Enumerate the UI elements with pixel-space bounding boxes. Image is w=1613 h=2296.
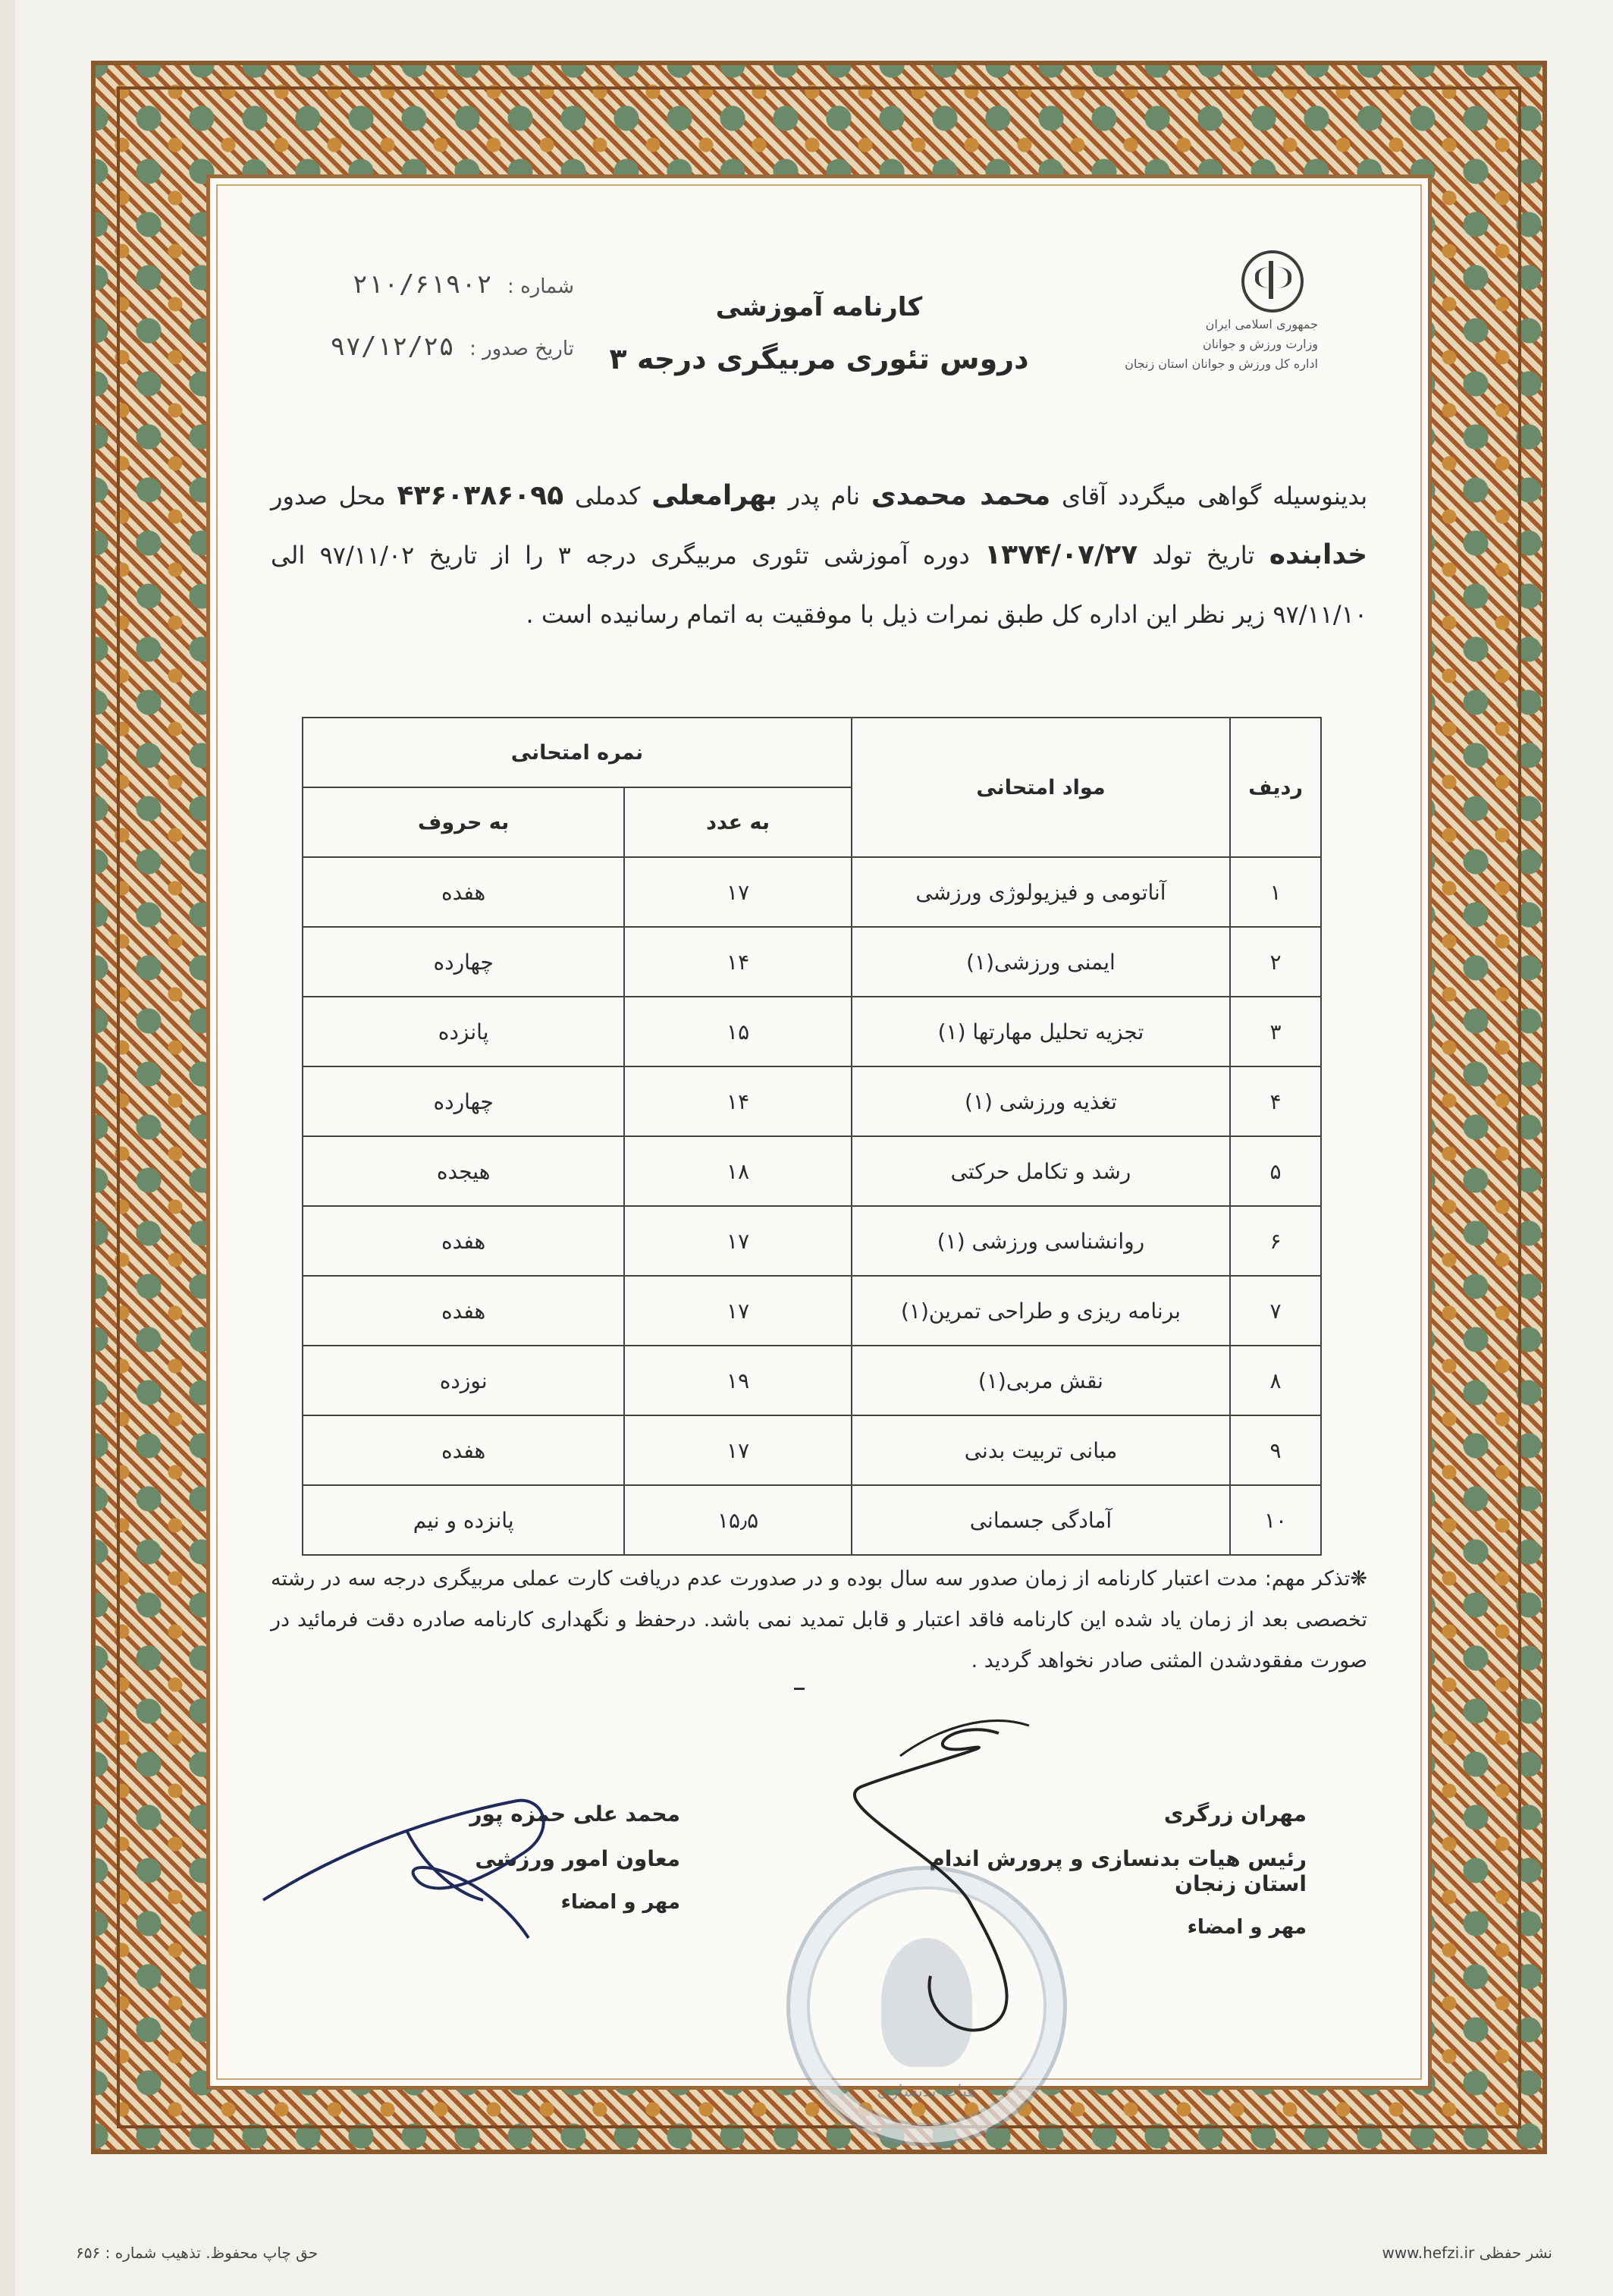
emblem-line-2: وزارت ورزش و جوانان [1202, 337, 1318, 351]
signature-right-scribble [574, 1703, 1044, 2052]
signer-right-name: مهران زرگری [1163, 1801, 1307, 1826]
grade-words-cell: نوزده [303, 1346, 624, 1415]
emblem-line-3: اداره کل ورزش و جوانان استان زنجان [1125, 356, 1318, 371]
certificate-body [206, 174, 1432, 2101]
row-number-cell: ۸ [1230, 1346, 1321, 1415]
subject-cell: آناتومی و فیزیولوژی ورزشی [852, 857, 1230, 927]
grade-words-cell: پانزده و نیم [303, 1485, 624, 1555]
text-part-5: تاریخ تولد [1152, 541, 1255, 570]
header-subject: مواد امتحانی [852, 718, 1230, 857]
row-number-cell: ۱ [1230, 857, 1321, 927]
issue-place: خدابنده [1269, 539, 1368, 570]
row-number-cell: ۶ [1230, 1206, 1321, 1276]
row-number-cell: ۳ [1230, 997, 1321, 1066]
subject-cell: آمادگی جسمانی [852, 1485, 1230, 1555]
separator-dash [794, 1688, 805, 1690]
date-label: تاریخ صدور : [469, 338, 574, 360]
grade-number-cell: ۱۷ [624, 1206, 852, 1276]
table-row [303, 1206, 1321, 1276]
grade-words-cell: هفده [303, 857, 624, 927]
grade-number-cell: ۱۴ [624, 927, 852, 997]
row-number-cell: ۱۰ [1230, 1485, 1321, 1555]
stamp-text: هیات بدنسازی [877, 2082, 977, 2101]
subject-cell: روانشناسی ورزشی (۱) [852, 1206, 1230, 1276]
page-footer [15, 2244, 1613, 2274]
row-number-cell: ۷ [1230, 1276, 1321, 1346]
header-grade: نمره امتحانی [303, 718, 852, 787]
national-id: ۴۳۶۰۳۸۶۰۹۵ [397, 480, 564, 511]
father-name: بهرامعلی [651, 480, 777, 511]
date-row [256, 331, 574, 362]
subject-cell: نقش مربی(۱) [852, 1346, 1230, 1415]
subject-cell: ایمنی ورزشی(۱) [852, 927, 1230, 997]
grade-number-cell: ۱۵ [624, 997, 852, 1066]
footer-publisher: www.hefzi.ir نشر حفظی [1382, 2244, 1552, 2262]
text-part-2: نام پدر [788, 482, 861, 510]
grade-words-cell: چهارده [303, 927, 624, 997]
text-part-1: بدینوسیله گواهی میگردد آقای [1062, 482, 1368, 510]
subject-cell: تجزیه تحلیل مهارتها (۱) [852, 997, 1230, 1066]
table-row [303, 857, 1321, 927]
header-row-number: ردیف [1230, 718, 1321, 857]
grade-words-cell: هفده [303, 1415, 624, 1485]
grade-number-cell: ۱۷ [624, 1276, 852, 1346]
footer-copyright: حق چاپ محفوظ. تذهیب شماره : ۶۵۶ [76, 2244, 319, 2262]
grade-words-cell: چهارده [303, 1066, 624, 1136]
certificate-paragraph [271, 466, 1367, 644]
text-part-3: کدملی [574, 482, 641, 510]
grade-words-cell: هفده [303, 1206, 624, 1276]
text-part-4: محل صدور [271, 482, 386, 510]
row-number-cell: ۲ [1230, 927, 1321, 997]
row-number-cell: ۵ [1230, 1136, 1321, 1206]
signer-right-role: رئیس هیات بدنسازی و پرورش اندام استان زنجان [929, 1846, 1307, 1896]
grade-words-cell: هیجده [303, 1136, 624, 1206]
subject-cell: رشد و تکامل حرکتی [852, 1136, 1230, 1206]
date-value: ۹۷/۱۲/۲۵ [330, 331, 454, 362]
subject-cell: برنامه ریزی و طراحی تمرین(۱) [852, 1276, 1230, 1346]
number-row [256, 269, 574, 300]
grade-number-cell: ۱۷ [624, 1415, 852, 1485]
text-part-6: دوره آموزشی تئوری مربیگری درجه ۳ را از تاریخ ۹۷/۱۱/۰۲ الی ۹۷/۱۱/۱۰ زیر نظر این اداره کل طبق نمرات ذیل با موفقیت به اتمام رسانیده است . [271, 541, 1367, 629]
holder-name: محمد محمدی [871, 480, 1051, 511]
important-note: ❋تذکر مهم: مدت اعتبار کارنامه از زمان صدور سه سال بوده و در صدورت عدم دریافت کارت عملی مربیگری درجه سه در رشته تخصصی بعد از زمان یاد شده این کارنامه فاقد اعتبار و قابل تمدید نمی باشد. درحفظ و نگهداری کارنامه صادره دقت فرمائید در صورت مفقودشدن المثنی صادر نخواهد گردید . [271, 1567, 1367, 1673]
birth-date: ۱۳۷۴/۰۷/۲۷ [984, 539, 1138, 570]
grade-number-cell: ۱۵٫۵ [624, 1485, 852, 1555]
header-grade-number: به عدد [624, 787, 852, 857]
table-row [303, 927, 1321, 997]
signer-left-name: محمد علی حمزه پور [469, 1801, 680, 1826]
number-label: شماره : [507, 275, 574, 298]
signer-left-role: معاون امور ورزشی [475, 1846, 680, 1871]
emblem-line-1: جمهوری اسلامی ایران [1205, 317, 1318, 331]
row-number-cell: ۴ [1230, 1066, 1321, 1136]
table-row [303, 1346, 1321, 1415]
grade-number-cell: ۱۸ [624, 1136, 852, 1206]
subject-cell: مبانی تربیت بدنی [852, 1415, 1230, 1485]
meta-block [256, 269, 574, 394]
table-row [303, 997, 1321, 1066]
document-title: کارنامه آموزشی [715, 292, 923, 322]
certificate-sheet [15, 0, 1613, 2296]
grades-body [303, 857, 1321, 1555]
table-row [303, 1066, 1321, 1136]
header-grade-words: به حروف [303, 787, 624, 857]
subject-cell: تغذیه ورزشی (۱) [852, 1066, 1230, 1136]
row-number-cell: ۹ [1230, 1415, 1321, 1485]
number-value: ۲۱۰/۶۱۹۰۲ [352, 269, 492, 300]
signature-left-scribble [256, 1786, 574, 1961]
grade-number-cell: ۱۴ [624, 1066, 852, 1136]
table-row [303, 1276, 1321, 1346]
table-row [303, 1485, 1321, 1555]
table-row [303, 1415, 1321, 1485]
document-subtitle: دروس تئوری مربیگری درجه ۳ [609, 342, 1029, 375]
signer-right-seal-label: مهر و امضاء [1187, 1916, 1307, 1939]
grades-table [302, 717, 1322, 1556]
signer-left-seal-label: مهر و امضاء [560, 1891, 680, 1914]
grade-number-cell: ۱۹ [624, 1346, 852, 1415]
table-row [303, 1136, 1321, 1206]
grade-words-cell: پانزده [303, 997, 624, 1066]
grade-words-cell: هفده [303, 1276, 624, 1346]
grade-number-cell: ۱۷ [624, 857, 852, 927]
